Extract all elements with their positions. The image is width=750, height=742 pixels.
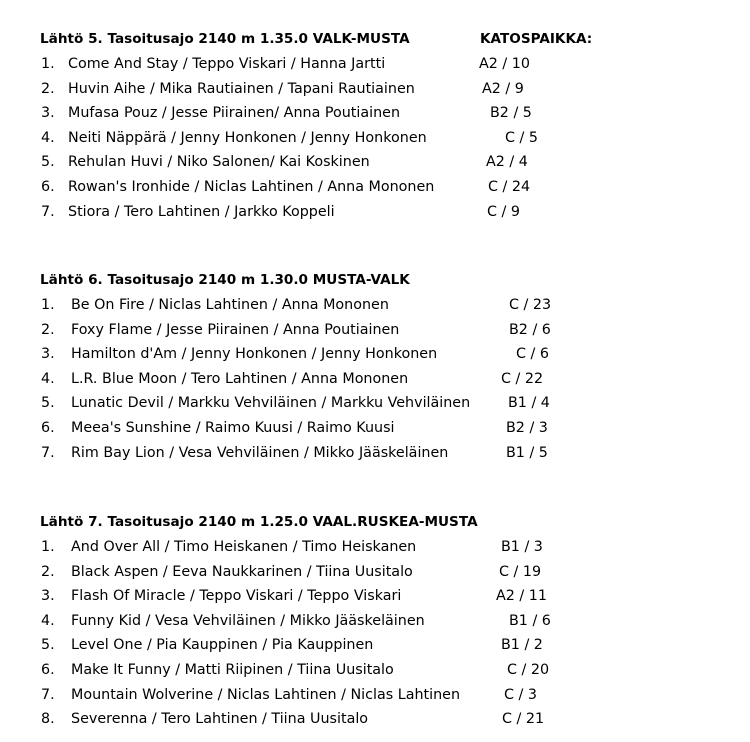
entry-spot: B2 / 3 xyxy=(506,419,548,436)
entry-horse-driver-trainer: Meea's Sunshine / Raimo Kuusi / Raimo Kuusi xyxy=(71,419,395,436)
entry-horse-driver-trainer: L.R. Blue Moon / Tero Lahtinen / Anna Mononen xyxy=(71,370,409,387)
entry-number: 7. xyxy=(41,444,55,461)
entry-row xyxy=(40,416,740,441)
entry-spot: A2 / 11 xyxy=(496,588,547,605)
entry-number: 6. xyxy=(41,419,55,436)
entry-horse-driver-trainer: Make It Funny / Matti Riipinen / Tiina Uusitalo xyxy=(71,661,394,678)
entry-list xyxy=(40,535,740,732)
entry-horse-driver-trainer: Foxy Flame / Jesse Piirainen / Anna Poutiainen xyxy=(71,321,400,338)
entry-row xyxy=(40,707,740,732)
entry-number: 2. xyxy=(41,321,55,338)
entry-row xyxy=(40,200,740,225)
entry-horse-driver-trainer: Be On Fire / Niclas Lahtinen / Anna Mononen xyxy=(71,297,389,313)
entry-row xyxy=(40,683,740,708)
entry-number: 2. xyxy=(41,80,55,97)
entry-row xyxy=(40,101,740,126)
entry-horse-driver-trainer: Rowan's Ironhide / Niclas Lahtinen / Anna Mononen xyxy=(68,178,435,195)
entry-horse-driver-trainer: Flash Of Miracle / Teppo Viskari / Teppo Viskari xyxy=(71,588,402,605)
entry-row xyxy=(40,175,740,200)
entry-number: 1. xyxy=(41,539,55,555)
entry-horse-driver-trainer: Rim Bay Lion / Vesa Vehviläinen / Mikko Jääskeläinen xyxy=(71,444,449,461)
entry-number: 3. xyxy=(41,105,55,122)
entry-horse-driver-trainer: Severenna / Tero Lahtinen / Tiina Uusitalo xyxy=(71,711,369,728)
entry-number: 3. xyxy=(41,588,55,605)
entry-number: 4. xyxy=(41,370,55,387)
entry-number: 1. xyxy=(41,56,55,72)
entry-number: 5. xyxy=(41,154,55,171)
entry-row xyxy=(40,658,740,683)
entry-number: 5. xyxy=(41,395,55,412)
entry-number: 8. xyxy=(41,711,55,728)
race-header xyxy=(40,511,740,533)
entry-spot: C / 3 xyxy=(504,686,537,703)
entry-number: 6. xyxy=(41,178,55,195)
entry-row xyxy=(40,293,740,318)
race-header xyxy=(40,269,740,291)
entry-spot: B2 / 6 xyxy=(509,321,551,338)
spot-column-title: KATOSPAIKKA: xyxy=(480,31,593,47)
entry-spot: C / 21 xyxy=(502,711,545,728)
race-title: Lähtö 5. Tasoitusajo 2140 m 1.35.0 VALK-MUSTA xyxy=(40,31,410,47)
entry-horse-driver-trainer: Lunatic Devil / Markku Vehviläinen / Markku Vehviläinen xyxy=(71,395,471,412)
entry-row xyxy=(40,584,740,609)
entry-number: 4. xyxy=(41,612,55,629)
entry-row xyxy=(40,633,740,658)
entry-list xyxy=(40,52,740,224)
entry-spot: C / 6 xyxy=(516,346,549,363)
entry-number: 7. xyxy=(41,686,55,703)
entry-number: 7. xyxy=(41,203,55,220)
entry-spot: B1 / 2 xyxy=(501,637,543,654)
entry-horse-driver-trainer: Funny Kid / Vesa Vehviläinen / Mikko Jääskeläinen xyxy=(71,612,425,629)
entry-row xyxy=(40,77,740,102)
entry-horse-driver-trainer: Mufasa Pouz / Jesse Piirainen/ Anna Poutiainen xyxy=(68,105,401,122)
race-title: Lähtö 7. Tasoitusajo 2140 m 1.25.0 VAAL.RUSKEA-MUSTA xyxy=(40,514,478,530)
entry-row xyxy=(40,367,740,392)
entry-spot: B1 / 6 xyxy=(509,612,551,629)
race-title: Lähtö 6. Tasoitusajo 2140 m 1.30.0 MUSTA-VALK xyxy=(40,272,410,288)
entry-row xyxy=(40,126,740,151)
entry-spot: B1 / 4 xyxy=(508,395,550,412)
entry-number: 5. xyxy=(41,637,55,654)
entry-row xyxy=(40,560,740,585)
entry-row xyxy=(40,150,740,175)
entry-spot: B1 / 5 xyxy=(506,444,548,461)
entry-horse-driver-trainer: Neiti Näppärä / Jenny Honkonen / Jenny Honkonen xyxy=(68,129,427,146)
entry-row xyxy=(40,318,740,343)
entry-spot: C / 22 xyxy=(501,370,544,387)
entry-number: 6. xyxy=(41,661,55,678)
entry-number: 1. xyxy=(41,297,55,313)
entry-row xyxy=(40,342,740,367)
entry-horse-driver-trainer: Hamilton d'Am / Jenny Honkonen / Jenny Honkonen xyxy=(71,346,438,363)
entry-number: 4. xyxy=(41,129,55,146)
entry-number: 2. xyxy=(41,563,55,580)
entry-horse-driver-trainer: Huvin Aihe / Mika Rautiainen / Tapani Rautiainen xyxy=(68,80,415,97)
entry-spot: A2 / 9 xyxy=(482,80,524,97)
entry-row xyxy=(40,535,740,560)
entry-spot: C / 19 xyxy=(499,563,542,580)
race-section-6 xyxy=(40,269,740,465)
entry-spot: C / 24 xyxy=(488,178,531,195)
entry-spot: C / 23 xyxy=(509,297,552,313)
entry-horse-driver-trainer: Black Aspen / Eeva Naukkarinen / Tiina Uusitalo xyxy=(71,563,413,580)
entry-row xyxy=(40,609,740,634)
entry-horse-driver-trainer: Mountain Wolverine / Niclas Lahtinen / Niclas Lahtinen xyxy=(71,686,461,703)
entry-row xyxy=(40,441,740,466)
entry-list xyxy=(40,293,740,465)
entry-row xyxy=(40,52,740,77)
entry-spot: C / 20 xyxy=(507,661,550,678)
entry-horse-driver-trainer: And Over All / Timo Heiskanen / Timo Heiskanen xyxy=(71,539,417,555)
entry-horse-driver-trainer: Come And Stay / Teppo Viskari / Hanna Jartti xyxy=(68,56,386,72)
entry-spot: B1 / 3 xyxy=(501,539,543,555)
entry-spot: A2 / 10 xyxy=(479,56,530,72)
entry-horse-driver-trainer: Level One / Pia Kauppinen / Pia Kauppinen xyxy=(71,637,374,654)
race-section-7 xyxy=(40,511,740,732)
entry-horse-driver-trainer: Stiora / Tero Lahtinen / Jarkko Koppeli xyxy=(68,203,335,220)
entry-number: 3. xyxy=(41,346,55,363)
entry-spot: C / 5 xyxy=(505,129,538,146)
race-header xyxy=(40,28,740,50)
entry-spot: A2 / 4 xyxy=(486,154,528,171)
race-section-5 xyxy=(40,28,740,224)
entry-spot: B2 / 5 xyxy=(490,105,532,122)
entry-row xyxy=(40,391,740,416)
entry-horse-driver-trainer: Rehulan Huvi / Niko Salonen/ Kai Koskinen xyxy=(68,154,370,171)
entry-spot: C / 9 xyxy=(487,203,520,220)
